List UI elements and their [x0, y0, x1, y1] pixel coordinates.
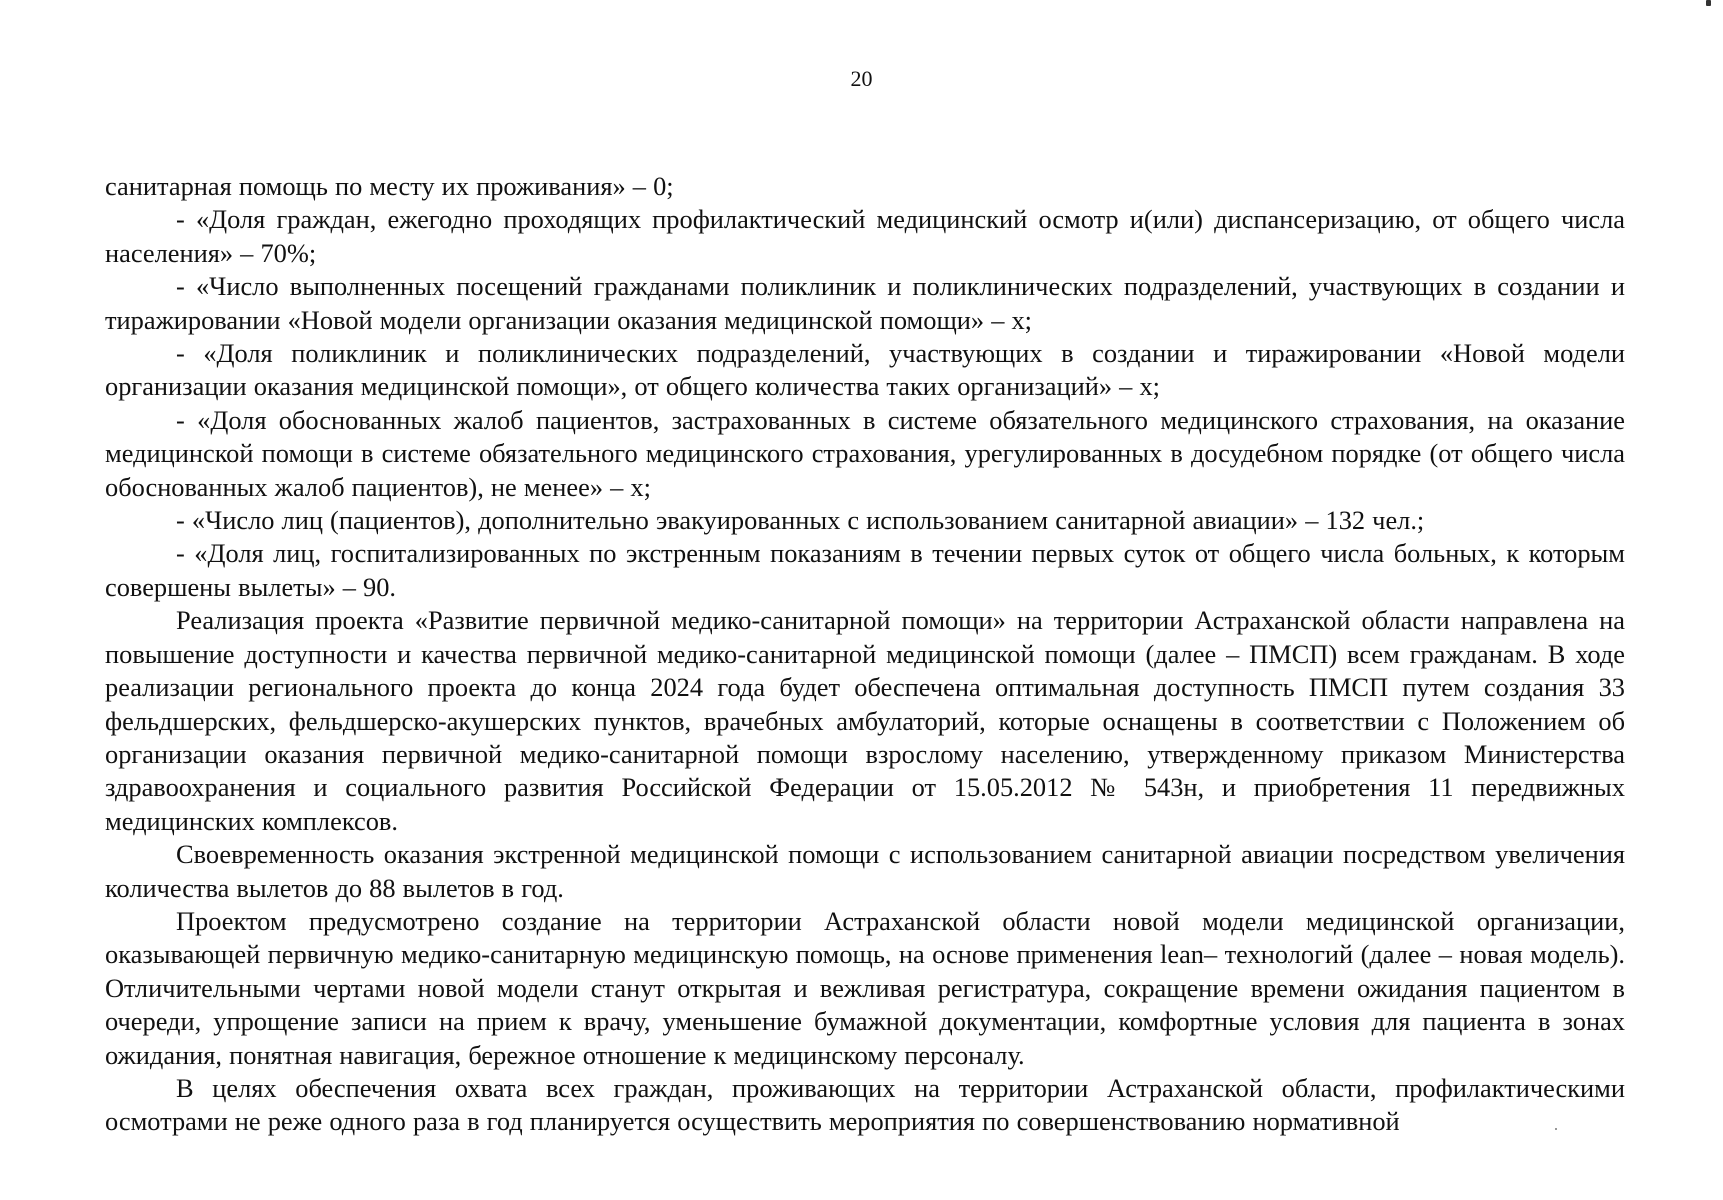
body-text: [105, 170, 1625, 1139]
list-item: - «Доля граждан, ежегодно проходящих профилактический медицинский осмотр и(или) диспансеризацию, от общего числа населения» – 70%;: [105, 204, 1625, 268]
page-number: 20: [850, 66, 873, 91]
list-item: - «Число лиц (пациентов), дополнительно эвакуированных с использованием санитарной авиации» – 132 чел.;: [176, 505, 1425, 536]
paragraph: Проектом предусмотрено создание на территории Астраханской области новой модели медицинской организации, оказывающей первичную медико-санитарную медицинскую помощь, на основе применения lean– технологий (далее – новая модель). Отличительными чертами новой модели станут открытая и вежливая регистратура, сокращение времени ожидания пациентом в очереди, упрощение записи на прием к врачу, уменьшение бумажной документации, комфортные условия для пациента в зонах ожидания, понятная навигация, бережное отношение к медицинскому персоналу.: [105, 905, 1625, 1070]
list-item: - «Число выполненных посещений гражданами поликлиник и поликлинических подразделений, участвующих в создании и тиражировании «Новой модели организации оказания медицинской помощи» – х;: [105, 271, 1625, 335]
scan-artifact: [1706, 0, 1711, 6]
list-item: - «Доля лиц, госпитализированных по экстренным показаниям в течении первых суток от общего числа больных, к которым совершены вылеты» – 90.: [105, 538, 1625, 602]
list-item: - «Доля поликлиник и поликлинических подразделений, участвующих в создании и тиражировании «Новой модели организации оказания медицинской помощи», от общего количества таких организаций» – х;: [105, 338, 1625, 402]
paragraph: Реализация проекта «Развитие первичной медико-санитарной помощи» на территории Астраханской области направлена на повышение доступности и качества первичной медико-санитарной медицинской помощи (далее – ПМСП) всем гражданам. В ходе реализации регионального проекта до конца 2024 года будет обеспечена оптимальная доступность ПМСП путем создания 33 фельдшерских, фельдшерско-акушерских пунктов, врачебных амбулаторий, которые оснащены в соответствии с Положением об организации оказания первичной медико-санитарной помощи взрослому населению, утвержденному приказом Министерства здравоохранения и социального развития Российской Федерации от 15.05.2012 № 543н, и приобретения 11 передвижных медицинских комплексов.: [105, 605, 1625, 836]
paragraph: Своевременность оказания экстренной медицинской помощи с использованием санитарной авиации посредством увеличения количества вылетов до 88 вылетов в год.: [105, 839, 1625, 903]
paragraph: В целях обеспечения охвата всех граждан, проживающих на территории Астраханской области, профилактическими осмотрами не реже одного раза в год планируется осуществить мероприятия по совершенствованию нормативной: [105, 1072, 1625, 1137]
paragraph: санитарная помощь по месту их проживания» – 0;: [105, 171, 674, 201]
list-item: - «Доля обоснованных жалоб пациентов, застрахованных в системе обязательного медицинского страхования, на оказание медицинской помощи в системе обязательного медицинского страхования, урегулированных в досудебном порядке (от общего числа обоснованных жалоб пациентов), не менее» – х;: [105, 404, 1625, 502]
